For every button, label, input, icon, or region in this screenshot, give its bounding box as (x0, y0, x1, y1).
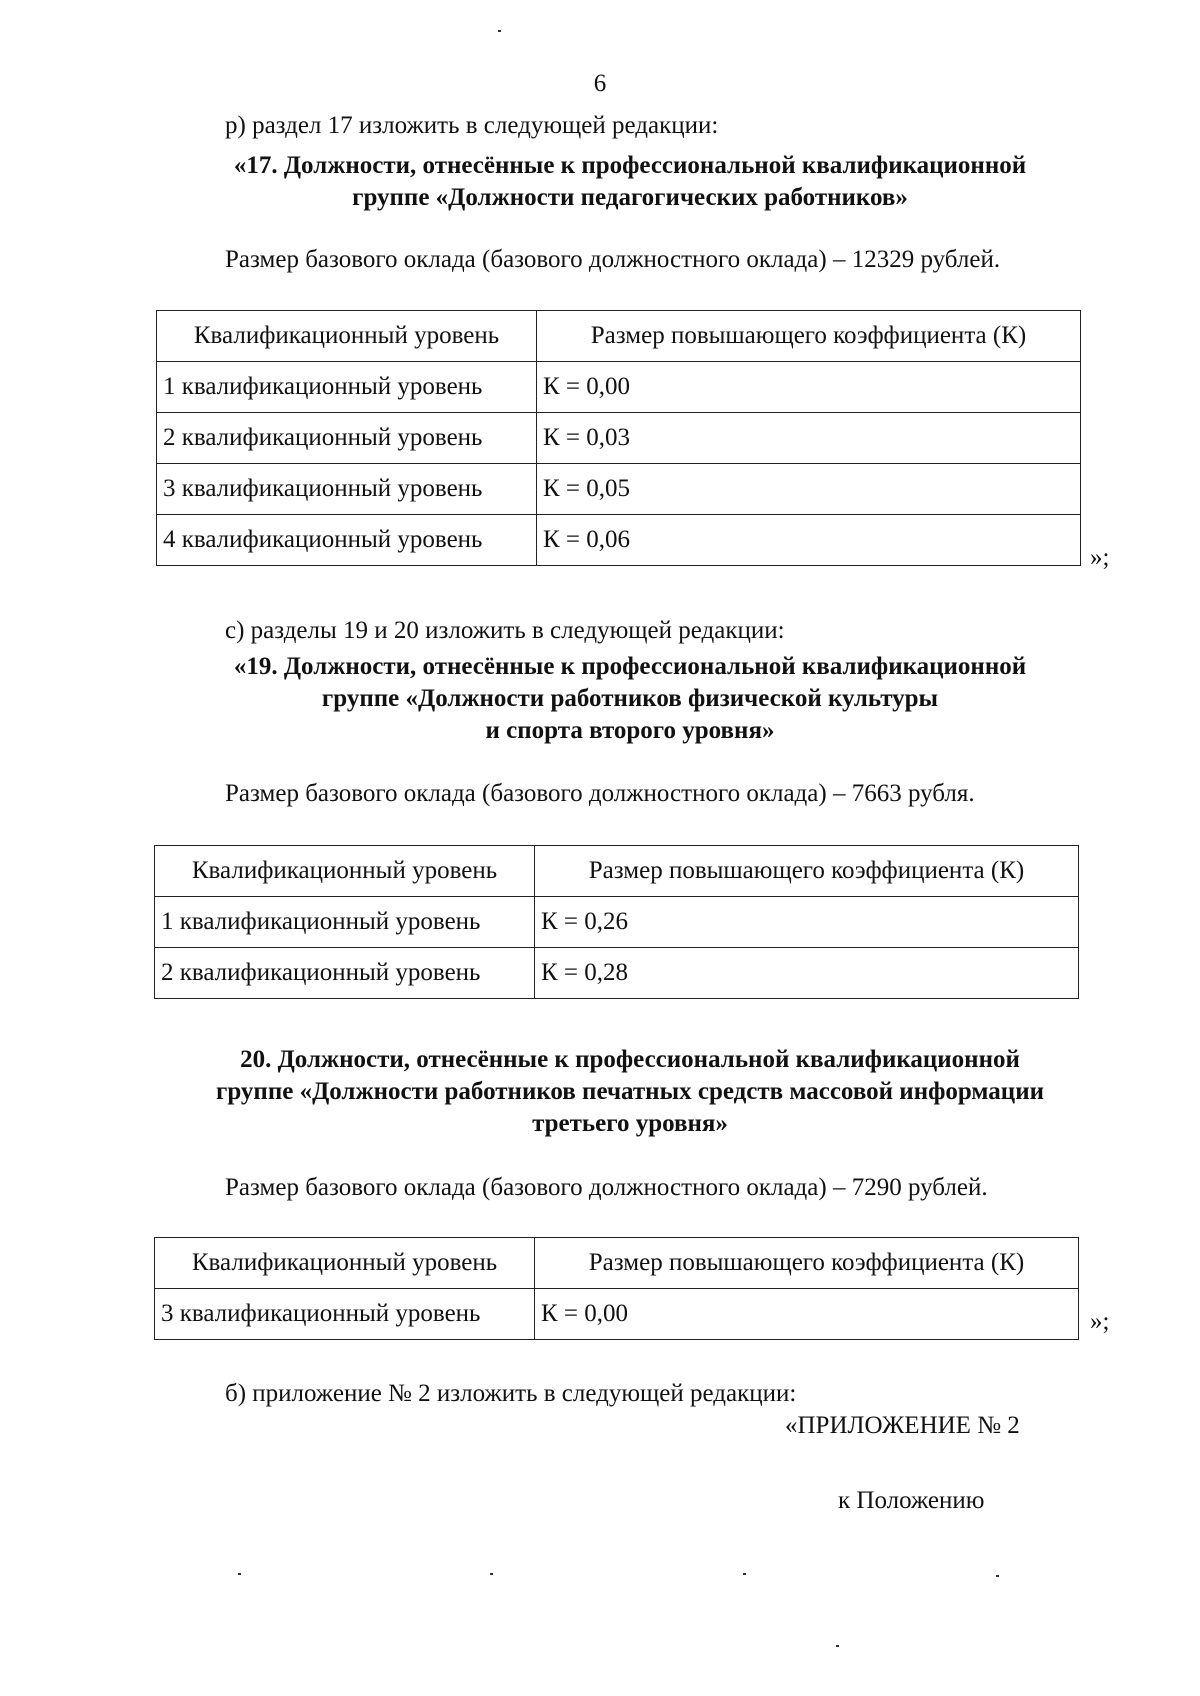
section-20-heading (160, 1044, 1100, 1140)
level-cell: 3 квалификационный уровень (155, 1289, 535, 1340)
scan-speck (836, 1645, 839, 1647)
coefficient-cell: К = 0,00 (537, 362, 1081, 413)
item-r: р) раздел 17 изложить в следующей редакции: (225, 112, 719, 139)
table-row (157, 413, 1081, 464)
table-header-row (155, 1238, 1079, 1289)
section-19-heading-line3: и спорта второго уровня» (485, 717, 775, 744)
item-s: с) разделы 19 и 20 изложить в следующей редакции: (225, 617, 785, 644)
coefficient-cell: К = 0,05 (537, 464, 1081, 515)
section-17-heading-line2: группе «Должности педагогических работников» (352, 184, 908, 211)
table-row (157, 515, 1081, 566)
level-cell: 4 квалификационный уровень (157, 515, 537, 566)
table-header-row (157, 311, 1081, 362)
section-17-heading (160, 150, 1100, 214)
level-cell: 1 квалификационный уровень (155, 897, 535, 948)
scan-speck (238, 1573, 241, 1575)
scan-speck (743, 1573, 746, 1575)
level-cell: 2 квалификационный уровень (155, 948, 535, 999)
section-17-closing-quote: »; (1090, 544, 1110, 571)
table-row (155, 897, 1079, 948)
column-header-coefficient: Размер повышающего коэффициента (К) (535, 1238, 1079, 1289)
section-19-heading (160, 651, 1100, 747)
scan-speck (996, 1575, 999, 1577)
table-row (157, 362, 1081, 413)
section-17-heading-line1: «17. Должности, отнесённые к профессиональной квалификационной (233, 152, 1027, 179)
table-header-row (155, 846, 1079, 897)
coefficient-cell: К = 0,03 (537, 413, 1081, 464)
coefficient-cell: К = 0,06 (537, 515, 1081, 566)
appendix-subtitle: к Положению (838, 1487, 985, 1514)
section-19-salary: Размер базового оклада (базового должностного оклада) – 7663 рубля. (225, 780, 975, 807)
section-20-heading-line3: третьего уровня» (532, 1110, 728, 1137)
coefficient-cell: К = 0,28 (535, 948, 1079, 999)
column-header-coefficient: Размер повышающего коэффициента (К) (537, 311, 1081, 362)
table-row (155, 948, 1079, 999)
level-cell: 1 квалификационный уровень (157, 362, 537, 413)
item-b: б) приложение № 2 изложить в следующей редакции: (225, 1380, 797, 1407)
scan-speck (498, 30, 501, 32)
table-row (157, 464, 1081, 515)
section-17-salary: Размер базового оклада (базового должностного оклада) – 12329 рублей. (225, 246, 1001, 273)
page-number: 6 (593, 70, 607, 97)
section-20-salary: Размер базового оклада (базового должностного оклада) – 7290 рублей. (225, 1174, 988, 1201)
level-cell: 3 квалификационный уровень (157, 464, 537, 515)
section-19-heading-line1: «19. Должности, отнесённые к профессиональной квалификационной (233, 653, 1027, 680)
table-row (155, 1289, 1079, 1340)
column-header-level: Квалификационный уровень (157, 311, 537, 362)
section-19-table (154, 845, 1079, 999)
coefficient-cell: К = 0,00 (535, 1289, 1079, 1340)
section-20-closing-quote: »; (1090, 1308, 1110, 1335)
column-header-level: Квалификационный уровень (155, 846, 535, 897)
scan-speck (490, 1573, 493, 1575)
level-cell: 2 квалификационный уровень (157, 413, 537, 464)
coefficient-cell: К = 0,26 (535, 897, 1079, 948)
section-20-heading-line2: группе «Должности работников печатных средств массовой информации (215, 1078, 1044, 1105)
column-header-coefficient: Размер повышающего коэффициента (К) (535, 846, 1079, 897)
section-20-table (154, 1237, 1079, 1340)
column-header-level: Квалификационный уровень (155, 1238, 535, 1289)
section-17-table (156, 310, 1081, 566)
appendix-title: «ПРИЛОЖЕНИЕ № 2 (785, 1412, 1020, 1439)
section-20-heading-line1: 20. Должности, отнесённые к профессиональной квалификационной (240, 1046, 1020, 1073)
section-19-heading-line2: группе «Должности работников физической культуры (321, 685, 939, 712)
